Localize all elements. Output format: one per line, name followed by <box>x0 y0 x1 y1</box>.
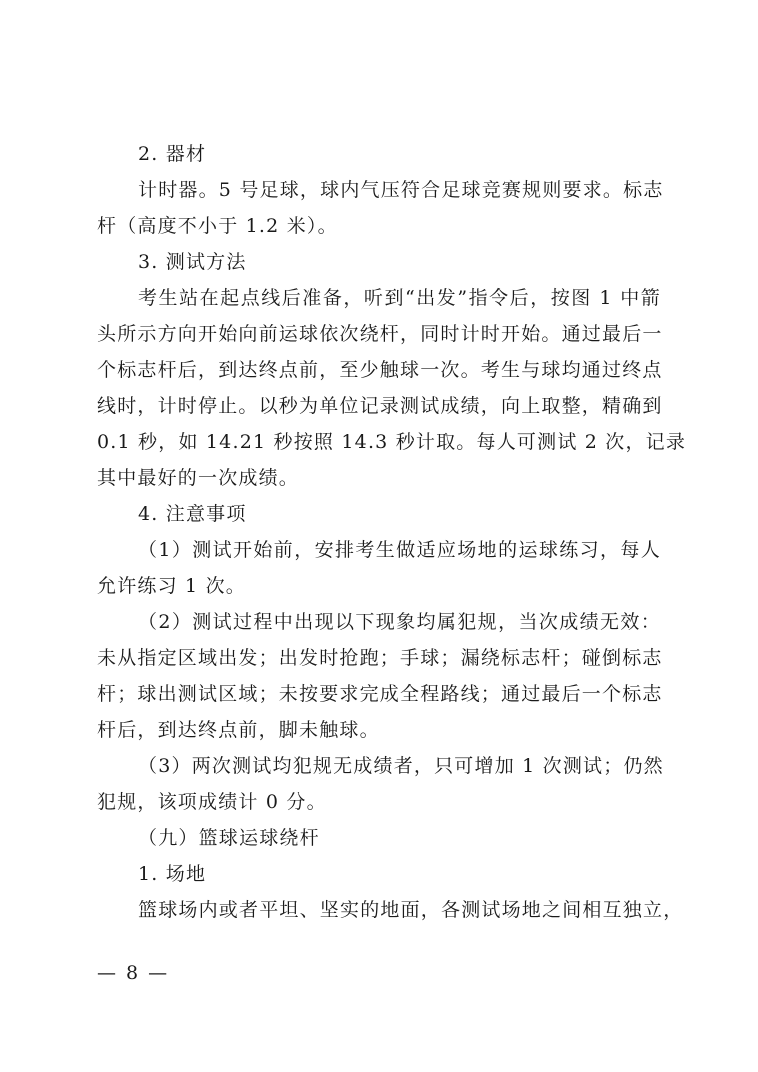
paragraph-line: （3）两次测试均犯规无成绩者，只可增加 1 次测试；仍然 <box>138 755 664 777</box>
paragraph-line: 篮球场内或者平坦、坚实的地面，各测试场地之间相互独立， <box>138 899 684 921</box>
paragraph-line: 其中最好的一次成绩。 <box>97 467 300 489</box>
paragraph-line: 计时器。5 号足球，球内气压符合足球竞赛规则要求。标志 <box>138 179 664 201</box>
paragraph-line: 线时，计时停止。以秒为单位记录测试成绩，向上取整，精确到 <box>97 395 663 417</box>
section-heading-basketball: （九）篮球运球绕杆 <box>138 827 320 849</box>
paragraph-line: 头所示方向开始向前运球依次绕杆，同时计时开始。通过最后一 <box>97 323 663 345</box>
paragraph-line: 犯规，该项成绩计 0 分。 <box>97 791 327 813</box>
paragraph-line: 个标志杆后，到达终点前，至少触球一次。考生与球均通过终点 <box>97 359 663 381</box>
subheading-notes: 4. 注意事项 <box>138 503 247 525</box>
paragraph-line: 允许练习 1 次。 <box>97 575 246 597</box>
subheading-test-method: 3. 测试方法 <box>138 251 247 273</box>
paragraph-line: 未从指定区域出发；出发时抢跑；手球；漏绕标志杆；碰倒标志 <box>97 647 663 669</box>
paragraph-line: 杆（高度不小于 1.2 米）。 <box>97 215 338 237</box>
paragraph-line: 杆后，到达终点前，脚未触球。 <box>97 719 380 741</box>
paragraph-line: 考生站在起点线后准备，听到“出发”指令后，按图 1 中箭 <box>138 287 661 309</box>
paragraph-line: 0.1 秒，如 14.21 秒按照 14.3 秒计取。每人可测试 2 次，记录 <box>97 431 687 453</box>
paragraph-line: （1）测试开始前，安排考生做适应场地的运球练习，每人 <box>138 539 661 561</box>
subheading-venue: 1. 场地 <box>138 863 207 885</box>
page-number: — 8 — <box>97 962 170 984</box>
paragraph-line: （2）测试过程中出现以下现象均属犯规，当次成绩无效： <box>138 611 661 633</box>
paragraph-line: 杆；球出测试区域；未按要求完成全程路线；通过最后一个标志 <box>97 683 663 705</box>
subheading-equipment: 2. 器材 <box>138 143 207 165</box>
